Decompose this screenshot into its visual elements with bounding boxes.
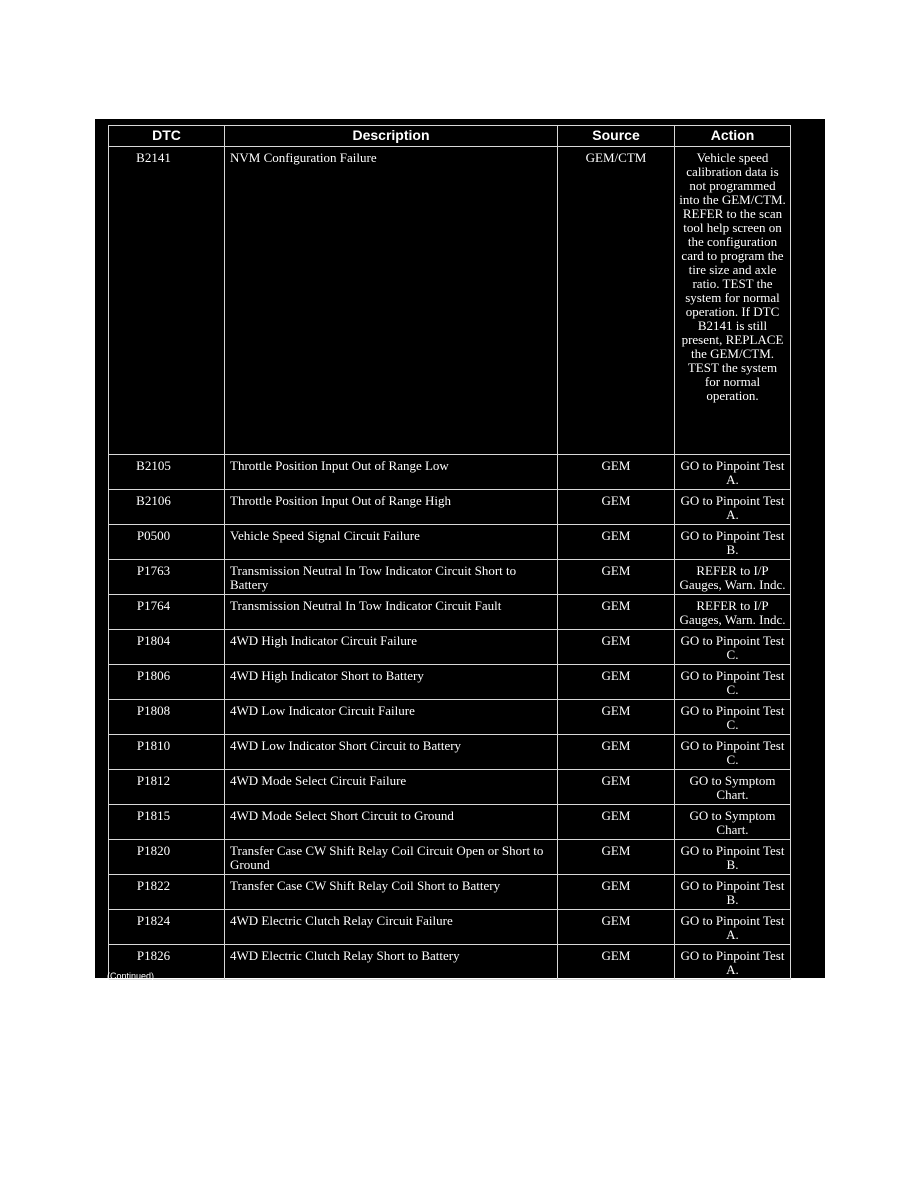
source-cell: GEM bbox=[558, 875, 675, 910]
dtc-code-cell: P1763 bbox=[109, 560, 225, 595]
action-cell: GO to Pinpoint Test C. bbox=[675, 700, 791, 735]
table-row bbox=[109, 770, 791, 805]
description-cell: Transfer Case CW Shift Relay Coil Short to Battery bbox=[225, 875, 558, 910]
dtc-code-cell: B2106 bbox=[109, 490, 225, 525]
table-row bbox=[109, 490, 791, 525]
source-cell: GEM bbox=[558, 805, 675, 840]
table-row bbox=[109, 840, 791, 875]
action-cell: GO to Symptom Chart. bbox=[675, 770, 791, 805]
source-cell: GEM bbox=[558, 665, 675, 700]
action-cell: REFER to I/P Gauges, Warn. Indc. bbox=[675, 560, 791, 595]
source-cell: GEM bbox=[558, 630, 675, 665]
source-cell: GEM bbox=[558, 525, 675, 560]
table-row bbox=[109, 665, 791, 700]
action-cell: Vehicle speed calibration data is not programmed into the GEM/CTM. REFER to the scan tool help screen on the configuration card to program the tire size and axle ratio. TEST the system for normal operation. If DTC B2141 is still present, REPLACE the GEM/CTM. TEST the system for normal operation. bbox=[675, 147, 791, 455]
action-cell: GO to Symptom Chart. bbox=[675, 805, 791, 840]
table-row bbox=[109, 455, 791, 490]
action-cell: GO to Pinpoint Test A. bbox=[675, 945, 791, 980]
source-cell: GEM bbox=[558, 840, 675, 875]
source-cell: GEM/CTM bbox=[558, 147, 675, 455]
source-cell: GEM bbox=[558, 595, 675, 630]
table-row bbox=[109, 700, 791, 735]
table-row bbox=[109, 945, 791, 980]
source-cell: GEM bbox=[558, 560, 675, 595]
source-cell: GEM bbox=[558, 455, 675, 490]
dtc-code-cell: P0500 bbox=[109, 525, 225, 560]
dtc-code-cell: P1815 bbox=[109, 805, 225, 840]
source-cell: GEM bbox=[558, 490, 675, 525]
dtc-code-cell: P1808 bbox=[109, 700, 225, 735]
description-cell: 4WD High Indicator Circuit Failure bbox=[225, 630, 558, 665]
source-cell: GEM bbox=[558, 700, 675, 735]
table-row bbox=[109, 595, 791, 630]
description-cell: Transfer Case CW Shift Relay Coil Circuit Open or Short to Ground bbox=[225, 840, 558, 875]
header-dtc: DTC bbox=[109, 126, 225, 147]
source-cell: GEM bbox=[558, 910, 675, 945]
header-action: Action bbox=[675, 126, 791, 147]
action-cell: GO to Pinpoint Test C. bbox=[675, 665, 791, 700]
continued-note: (Continued) bbox=[107, 971, 155, 981]
action-cell: REFER to I/P Gauges, Warn. Indc. bbox=[675, 595, 791, 630]
description-cell: Vehicle Speed Signal Circuit Failure bbox=[225, 525, 558, 560]
action-cell: GO to Pinpoint Test A. bbox=[675, 455, 791, 490]
dtc-code-cell: B2141 bbox=[109, 147, 225, 455]
table-header-row bbox=[109, 126, 791, 147]
description-cell: Throttle Position Input Out of Range High bbox=[225, 490, 558, 525]
source-cell: GEM bbox=[558, 945, 675, 980]
dtc-code-cell: P1824 bbox=[109, 910, 225, 945]
dtc-code-cell: P1804 bbox=[109, 630, 225, 665]
table-row bbox=[109, 805, 791, 840]
action-cell: GO to Pinpoint Test C. bbox=[675, 735, 791, 770]
dtc-code-cell: P1806 bbox=[109, 665, 225, 700]
dtc-code-cell: P1820 bbox=[109, 840, 225, 875]
description-cell: Throttle Position Input Out of Range Low bbox=[225, 455, 558, 490]
description-cell: 4WD Low Indicator Circuit Failure bbox=[225, 700, 558, 735]
dtc-code-cell: P1812 bbox=[109, 770, 225, 805]
table-row bbox=[109, 147, 791, 455]
dtc-code-cell: B2105 bbox=[109, 455, 225, 490]
description-cell: Transmission Neutral In Tow Indicator Circuit Fault bbox=[225, 595, 558, 630]
action-cell: GO to Pinpoint Test C. bbox=[675, 630, 791, 665]
table-row bbox=[109, 875, 791, 910]
table-row bbox=[109, 910, 791, 945]
header-source: Source bbox=[558, 126, 675, 147]
description-cell: 4WD Mode Select Short Circuit to Ground bbox=[225, 805, 558, 840]
description-cell: Transmission Neutral In Tow Indicator Circuit Short to Battery bbox=[225, 560, 558, 595]
description-cell: NVM Configuration Failure bbox=[225, 147, 558, 455]
action-cell: GO to Pinpoint Test A. bbox=[675, 490, 791, 525]
description-cell: 4WD Mode Select Circuit Failure bbox=[225, 770, 558, 805]
dtc-code-cell: P1810 bbox=[109, 735, 225, 770]
description-cell: 4WD Low Indicator Short Circuit to Battery bbox=[225, 735, 558, 770]
dtc-code-cell: P1822 bbox=[109, 875, 225, 910]
table-row bbox=[109, 735, 791, 770]
table-row bbox=[109, 560, 791, 595]
table-body bbox=[109, 147, 791, 980]
description-cell: 4WD Electric Clutch Relay Short to Battery bbox=[225, 945, 558, 980]
source-cell: GEM bbox=[558, 770, 675, 805]
description-cell: 4WD Electric Clutch Relay Circuit Failure bbox=[225, 910, 558, 945]
table-row bbox=[109, 630, 791, 665]
header-description: Description bbox=[225, 126, 558, 147]
dtc-code-cell: P1826 bbox=[109, 945, 225, 980]
action-cell: GO to Pinpoint Test B. bbox=[675, 525, 791, 560]
action-cell: GO to Pinpoint Test B. bbox=[675, 875, 791, 910]
dtc-code-cell: P1764 bbox=[109, 595, 225, 630]
dtc-table bbox=[108, 125, 791, 980]
description-cell: 4WD High Indicator Short to Battery bbox=[225, 665, 558, 700]
table-row bbox=[109, 525, 791, 560]
action-cell: GO to Pinpoint Test A. bbox=[675, 910, 791, 945]
source-cell: GEM bbox=[558, 735, 675, 770]
action-cell: GO to Pinpoint Test B. bbox=[675, 840, 791, 875]
